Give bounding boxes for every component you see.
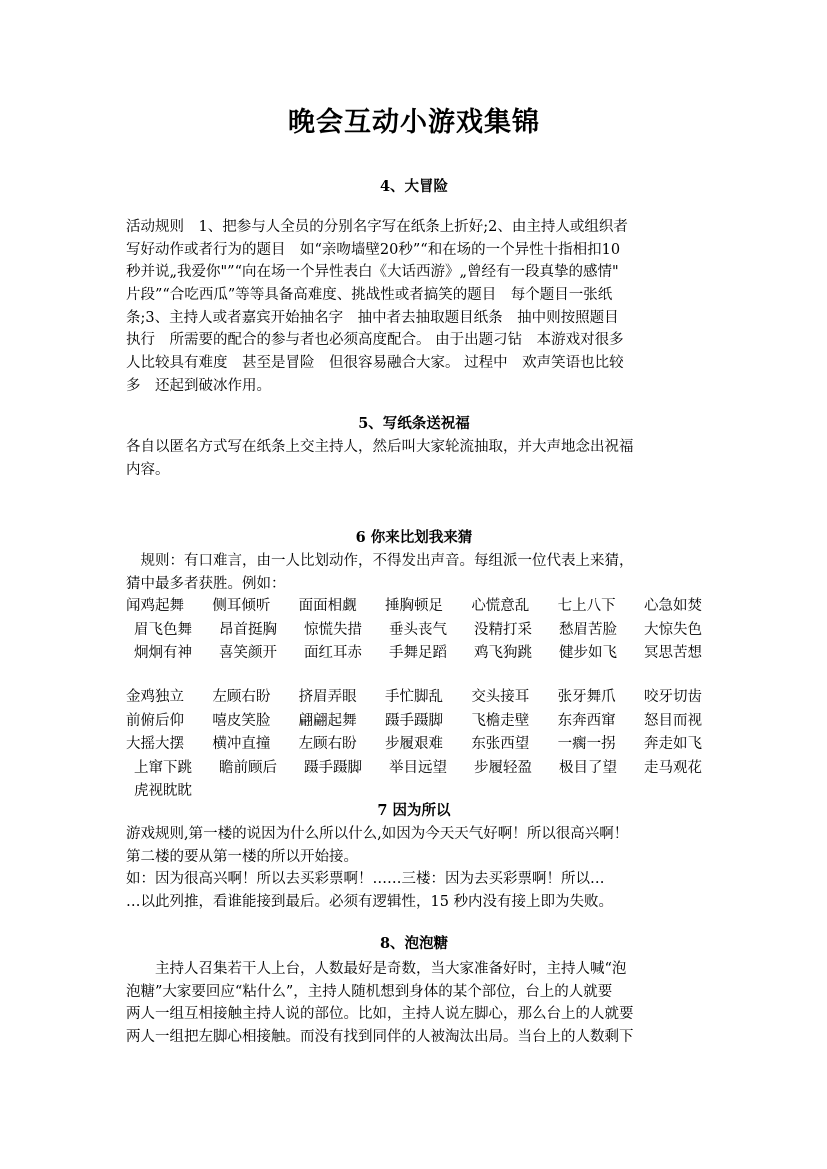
idiom: 东奔西窜 bbox=[557, 712, 616, 729]
paragraph-line: 规则：有口难言，由一人比划动作，不得发出声音。每组派一位代表上来猜， bbox=[126, 553, 634, 569]
idiom: 捶胸顿足 bbox=[384, 598, 443, 614]
idiom: 手舞足蹈 bbox=[389, 645, 447, 661]
idiom-row bbox=[126, 595, 702, 619]
idiom: 咬牙切齿 bbox=[643, 689, 702, 705]
paragraph-line: 各自以匿名方式写在纸条上交主持人，然后叫大家轮流抽取，并大声地念出祝福 bbox=[126, 439, 634, 455]
idiom: 步履轻盈 bbox=[474, 759, 532, 776]
idiom-row bbox=[126, 757, 702, 781]
idiom: 面红耳赤 bbox=[304, 645, 362, 661]
idiom: 眉飞色舞 bbox=[134, 621, 192, 638]
idiom: 昂首挺胸 bbox=[219, 621, 277, 638]
idiom: 上窜下跳 bbox=[134, 759, 192, 776]
paragraph-line: 第二楼的要从第一楼的所以开始接。 bbox=[126, 848, 358, 865]
idiom: 怒目而视 bbox=[643, 712, 702, 729]
idiom: 虎视眈眈 bbox=[134, 783, 192, 799]
idiom: 前俯后仰 bbox=[126, 712, 184, 729]
idiom: 蹑手蹑脚 bbox=[384, 712, 443, 729]
idiom: 一瘸一拐 bbox=[557, 736, 616, 752]
idiom: 翩翩起舞 bbox=[298, 712, 357, 729]
idiom: 冥思苦想 bbox=[644, 645, 702, 661]
idiom-row bbox=[126, 710, 702, 734]
idiom: 侧耳倾听 bbox=[212, 598, 271, 614]
idiom-row bbox=[126, 733, 702, 757]
idiom: 心慌意乱 bbox=[471, 598, 530, 614]
idiom: 举目远望 bbox=[389, 759, 447, 776]
section-body-8 bbox=[126, 958, 702, 1049]
paragraph-line: 执行 所需要的配合的参与者也必须高度配合。 由于出题刁钻 本游戏对很多 bbox=[126, 332, 624, 349]
section-heading-4: 4、大冒险 bbox=[379, 178, 449, 195]
idiom: 东张西望 bbox=[471, 736, 530, 752]
idiom: 大摇大摆 bbox=[126, 736, 184, 752]
paragraph-line: 猜中最多者获胜。例如： bbox=[126, 575, 286, 592]
idiom: 奔走如飞 bbox=[643, 736, 702, 752]
paragraph-line: 游戏规则,第一楼的说因为什么所以什么,如因为今天天气好啊！所以很高兴啊！ bbox=[126, 826, 629, 842]
idiom-row bbox=[126, 642, 702, 666]
idiom-row bbox=[126, 619, 702, 643]
idiom: 张牙舞爪 bbox=[557, 689, 616, 705]
section-body-6 bbox=[126, 550, 702, 595]
section-heading-5: 5、写纸条送祝福 bbox=[358, 415, 470, 432]
paragraph-line: 两人一组把左脚心相接触。而没有找到同伴的人被淘汰出局。当台上的人数剩下 bbox=[126, 1029, 634, 1046]
paragraph-line: 秒并说„我爱你"”“向在场一个异性表白《大话西游》„曾经有一段真挚的感情" bbox=[126, 264, 619, 281]
paragraph-line: 内容。 bbox=[126, 461, 170, 478]
idiom: 七上八下 bbox=[557, 598, 616, 614]
section-heading-7: 7 因为所以 bbox=[377, 802, 451, 819]
paragraph-line: 主持人召集若干人上台，人数最好是奇数，当大家准备好时，主持人喊“泡 bbox=[126, 961, 627, 977]
idiom: 左顾右盼 bbox=[212, 689, 271, 705]
paragraph-line: 如：因为很高兴啊！所以去买彩票啊！……三楼：因为去买彩票啊！所以… bbox=[126, 871, 605, 888]
section-body-4 bbox=[126, 216, 702, 398]
idiom-list-b bbox=[126, 686, 702, 804]
idiom: 喜笑颜开 bbox=[219, 645, 277, 661]
paragraph-line: 写好动作或者行为的题目 如“亲吻墙壁20秒”“和在场的一个异性十指相扣10 bbox=[126, 241, 621, 258]
idiom: 极目了望 bbox=[559, 759, 617, 776]
section-body-7 bbox=[126, 823, 702, 914]
paragraph-line: 泡糖”大家要回应“粘什么”，主持人随机想到身体的某个部位，台上的人就要 bbox=[126, 983, 613, 1000]
paragraph-line: 活动规则 1、把参与人全员的分别名字写在纸条上折好;2、由主持人或组织者 bbox=[126, 219, 628, 235]
paragraph-line: …以此列推，看谁能接到最后。必须有逻辑性，15 秒内没有接上即为失败。 bbox=[126, 894, 614, 911]
idiom: 横冲直撞 bbox=[212, 736, 271, 752]
idiom: 走马观花 bbox=[644, 759, 702, 776]
idiom: 左顾右盼 bbox=[298, 736, 357, 752]
section-body-5 bbox=[126, 436, 702, 481]
idiom: 嘻皮笑脸 bbox=[212, 712, 271, 729]
paragraph-line: 两人一组互相接触主持人说的部位。比如，主持人说左脚心，那么台上的人就要 bbox=[126, 1006, 634, 1023]
paragraph-line: 片段”“合吃西瓜”等等具备高难度、挑战性或者搞笑的题目 每个题目一张纸 bbox=[126, 287, 613, 304]
idiom: 愁眉苦脸 bbox=[559, 621, 617, 638]
paragraph-line: 多 还起到破冰作用。 bbox=[126, 377, 271, 394]
section-heading-8: 8、泡泡糖 bbox=[379, 935, 449, 952]
idiom: 炯炯有神 bbox=[134, 645, 192, 661]
paragraph-line: 条;3、主持人或者嘉宾开始抽名字 抽中者去抽取题目纸条 抽中则按照题目 bbox=[126, 309, 619, 326]
paragraph-line: 人比较具有难度 甚至是冒险 但很容易融合大家。 过程中 欢声笑语也比较 bbox=[126, 355, 624, 372]
idiom: 金鸡独立 bbox=[126, 689, 184, 705]
page-title: 晚会互动小游戏集锦 bbox=[288, 107, 540, 138]
idiom: 没精打采 bbox=[474, 621, 532, 638]
idiom: 大惊失色 bbox=[644, 621, 702, 638]
idiom: 挤眉弄眼 bbox=[298, 689, 357, 705]
idiom: 交头接耳 bbox=[471, 689, 530, 705]
idiom: 手忙脚乱 bbox=[384, 689, 443, 705]
idiom-list-a bbox=[126, 595, 702, 666]
idiom: 鸡飞狗跳 bbox=[474, 645, 532, 661]
idiom: 健步如飞 bbox=[559, 645, 617, 661]
idiom: 闻鸡起舞 bbox=[126, 598, 184, 614]
idiom: 面面相觑 bbox=[298, 598, 357, 614]
idiom: 心急如焚 bbox=[643, 598, 702, 614]
idiom: 蹑手蹑脚 bbox=[304, 759, 362, 776]
idiom: 垂头丧气 bbox=[389, 621, 447, 638]
section-heading-6: 6 你来比划我来猜 bbox=[355, 529, 473, 546]
idiom: 瞻前顾后 bbox=[219, 759, 277, 776]
idiom: 步履艰难 bbox=[384, 736, 443, 752]
idiom: 惊慌失措 bbox=[304, 621, 362, 638]
idiom: 飞檐走壁 bbox=[471, 712, 530, 729]
idiom-row bbox=[126, 686, 702, 710]
